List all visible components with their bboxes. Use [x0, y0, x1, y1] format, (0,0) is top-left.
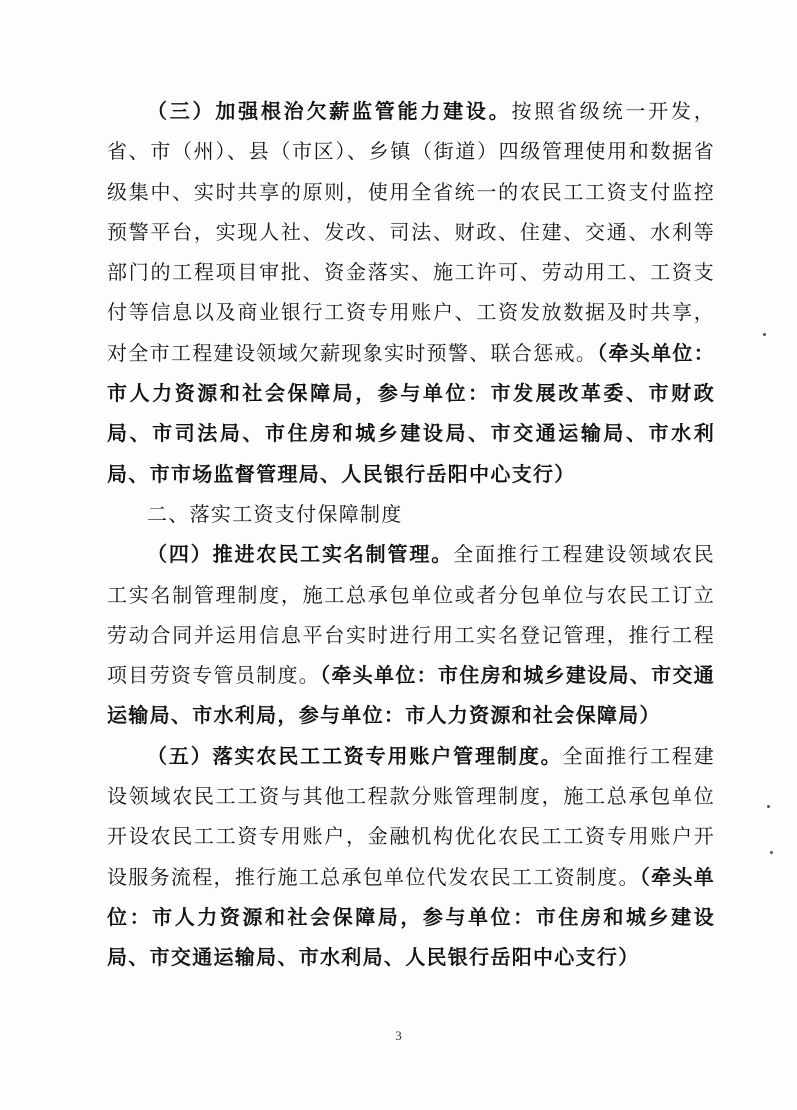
body-text [107, 91, 715, 978]
page-number: 3 [395, 1028, 402, 1043]
section-title: 二、落实工资支付保障制度 [147, 501, 403, 526]
section-heading-2 [107, 494, 715, 534]
responsible-units: （牵头单位：市人力资源和社会保障局，参与单位：市住房和城乡建设局、市交通运输局、市水利局、人民银行岳阳中心支行） [107, 864, 715, 970]
heading-strengthen-supervision: （三）加强根治欠薪监管能力建设。 [147, 99, 512, 123]
paragraph-section-5 [107, 736, 715, 978]
scan-speck [767, 805, 770, 808]
paragraph-section-3 [107, 91, 715, 494]
paragraph-body: 全面推行工程建设领域农民工工资与其他工程款分账管理制度，施工总承包单位开设农民工工资专用账户，金融机构优化农民工工资专用账户开设服务流程，推行施工总承包单位代发农民工工资制度。 [107, 743, 715, 889]
scan-speck [770, 851, 773, 854]
scan-speck [763, 333, 766, 336]
paragraph-body: 全面推行工程建设领域农民工实名制管理制度，施工总承包单位或者分包单位与农民工订立劳动合同并运用信息平台实时进行用工实名登记管理，推行工程项目劳资专管员制度。 [107, 542, 715, 688]
responsible-units: （牵头单位：市人力资源和社会保障局，参与单位：市发展改革委、市财政局、市司法局、市住房和城乡建设局、市交通运输局、市水利局、市市场监督管理局、人民银行岳阳中心支行） [107, 340, 715, 486]
heading-real-name-management: （四）推进农民工实名制管理。 [147, 542, 454, 567]
heading-dedicated-account: （五）落实农民工工资专用账户管理制度。 [147, 743, 563, 768]
paragraph-body: 按照省级统一开发，省、市（州）、县（市区）、乡镇（街道）四级管理使用和数据省级集中、实时共享的原则，使用全省统一的农民工工资支付监控预警平台，实现人社、发改、司法、财政、住建、交通、水利等部门的工程项目审批、资金落实、施工许可、劳动用工、工资支付等信息以及商业银行工资专用账户、工资发放数据及时共享，对全市工程建设领域欠薪现象实时预警、联合惩戒。 [107, 99, 715, 365]
responsible-units: （牵头单位：市住房和城乡建设局、市交通运输局、市水利局，参与单位：市人力资源和社会保障局） [107, 663, 715, 728]
paragraph-section-4 [107, 534, 715, 735]
